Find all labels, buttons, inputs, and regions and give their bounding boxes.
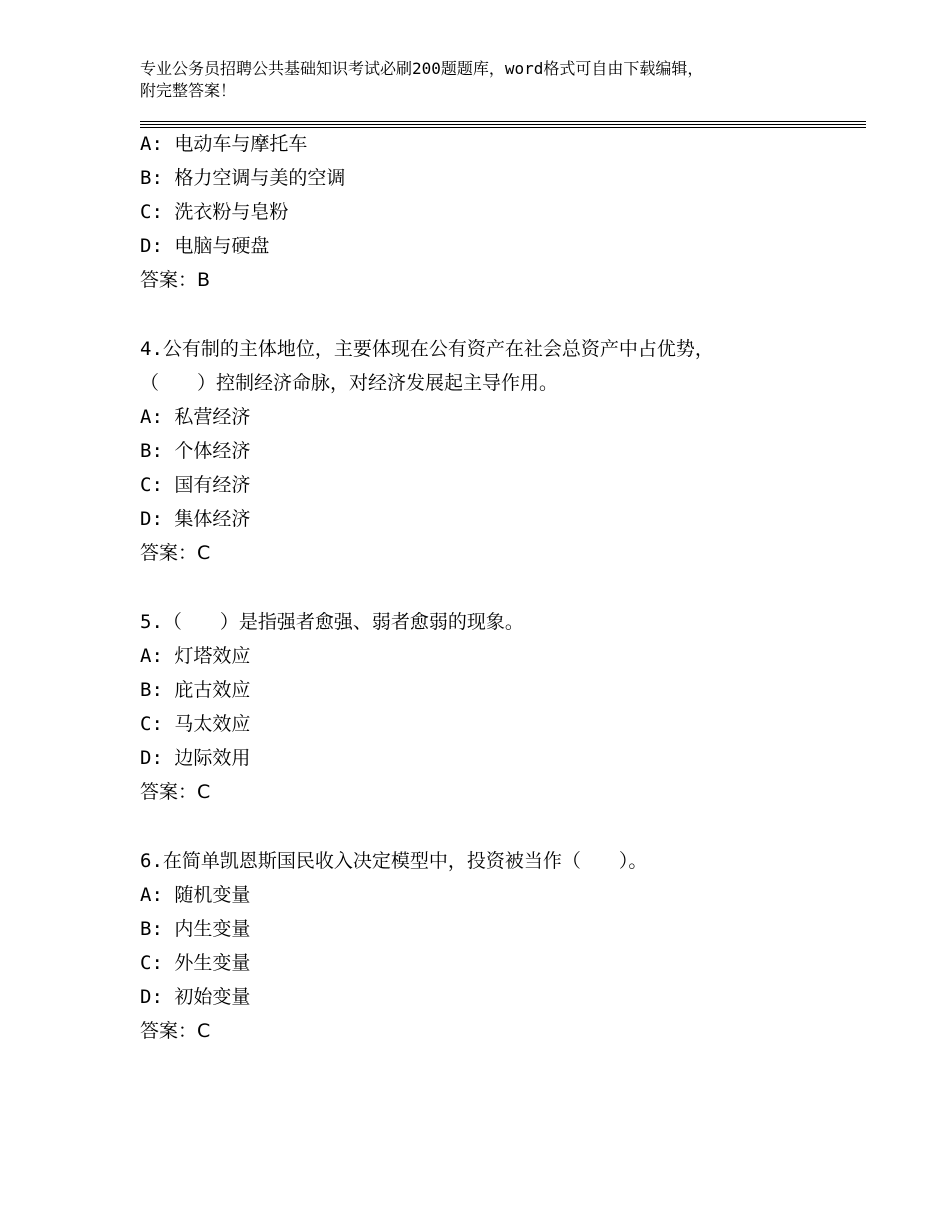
q4-option-d: D: 集体经济 — [140, 508, 251, 530]
q4-option-b: B: 个体经济 — [140, 440, 251, 462]
header-line-1: 专业公务员招聘公共基础知识考试必刷200题题库，word格式可自由下载编辑， — [140, 59, 704, 78]
q6-stem-line-1: 6.在简单凯恩斯国民收入决定模型中，投资被当作（ ）。 — [140, 850, 648, 872]
header-rule-middle — [140, 124, 866, 125]
q5-option-d: D: 边际效用 — [140, 747, 251, 769]
q3-answer: 答案：B — [140, 269, 211, 291]
q3-option-b: B: 格力空调与美的空调 — [140, 167, 346, 189]
header-rule-top — [140, 121, 866, 122]
q4-option-a: A: 私营经济 — [140, 406, 251, 428]
q5-option-b: B: 庇古效应 — [140, 679, 251, 701]
q6-option-a: A: 随机变量 — [140, 884, 251, 906]
q5-answer: 答案：C — [140, 781, 211, 803]
q5-option-a: A: 灯塔效应 — [140, 645, 251, 667]
q5-option-c: C: 马太效应 — [140, 713, 251, 735]
q5-stem-line-1: 5.（ ）是指强者愈强、弱者愈弱的现象。 — [140, 611, 524, 633]
q6-option-b: B: 内生变量 — [140, 918, 251, 940]
header-rule-bottom — [140, 127, 866, 128]
document-header — [140, 58, 820, 102]
q6-option-d: D: 初始变量 — [140, 986, 251, 1008]
q3-option-c: C: 洗衣粉与皂粉 — [140, 201, 289, 223]
q6-option-c: C: 外生变量 — [140, 952, 251, 974]
q3-option-a: A: 电动车与摩托车 — [140, 133, 308, 155]
q6-answer: 答案：C — [140, 1020, 211, 1042]
q4-stem-line-1: 4.公有制的主体地位，主要体现在公有资产在社会总资产中占优势， — [140, 338, 714, 360]
q4-option-c: C: 国有经济 — [140, 474, 251, 496]
q3-option-d: D: 电脑与硬盘 — [140, 235, 270, 257]
header-line-2: 附完整答案！ — [140, 81, 237, 100]
q4-stem-line-2: （ ）控制经济命脉，对经济发展起主导作用。 — [140, 372, 559, 394]
q4-answer: 答案：C — [140, 542, 211, 564]
